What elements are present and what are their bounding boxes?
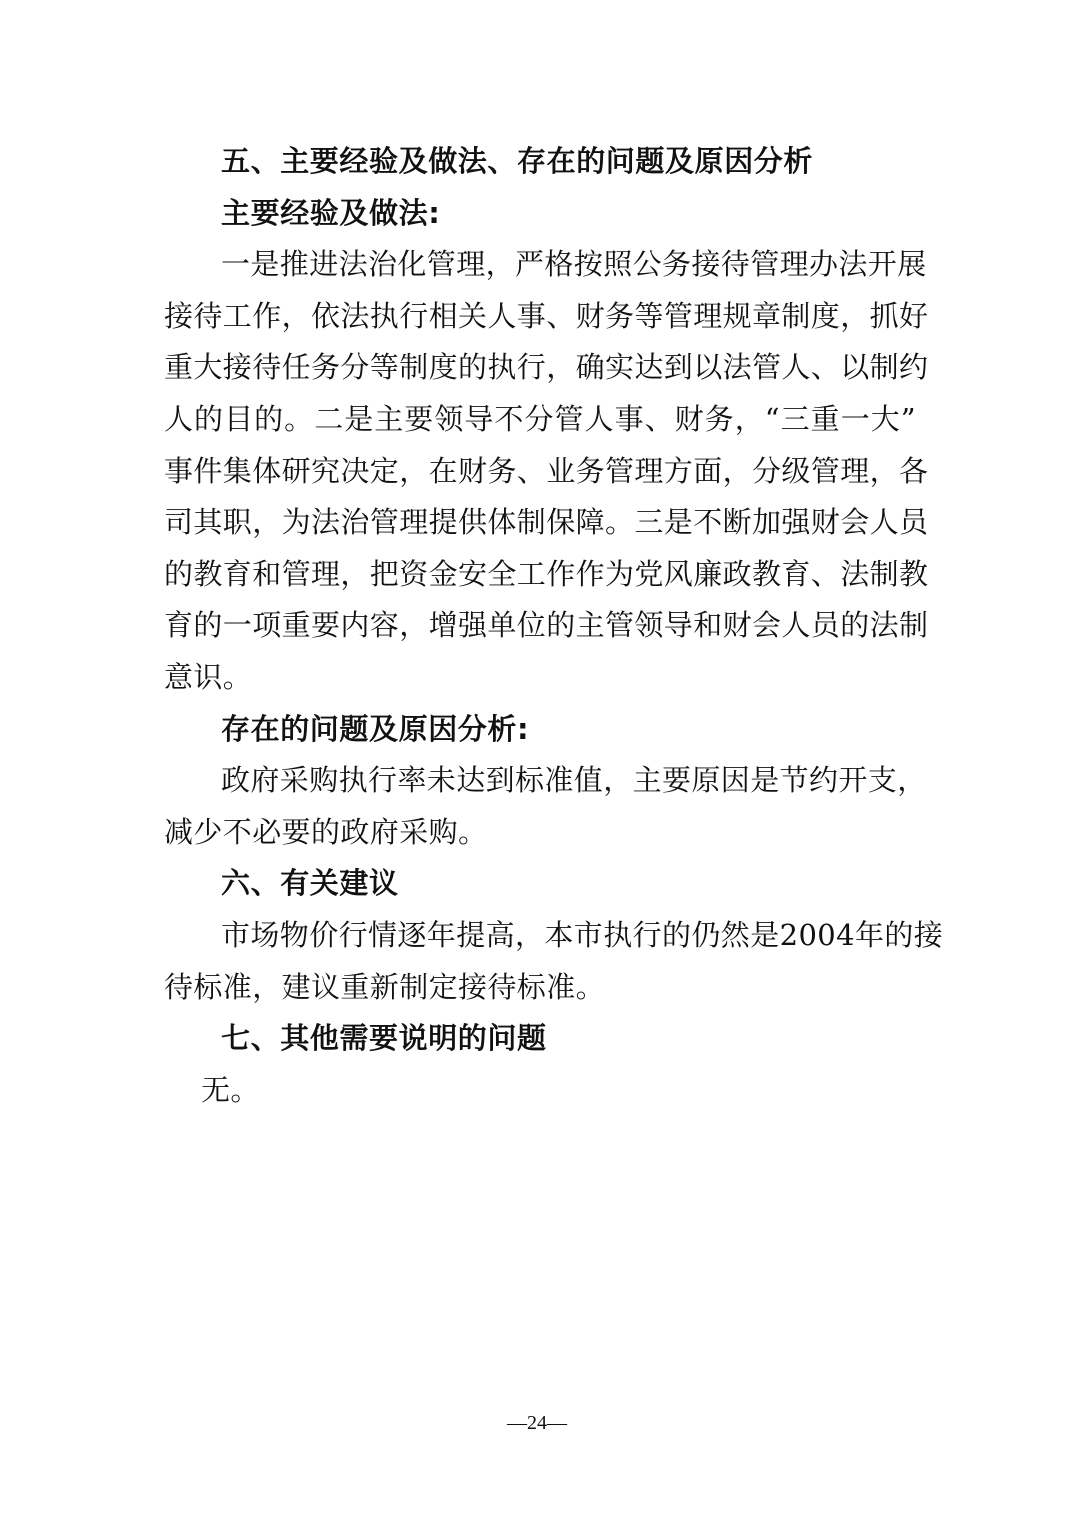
section-5-heading: 五、主要经验及做法、存在的问题及原因分析 xyxy=(221,144,814,178)
paragraph-line: 育的一项重要内容，增强单位的主管领导和财会人员的法制 xyxy=(164,608,929,643)
paragraph-line: 无。 xyxy=(201,1072,260,1107)
paragraph-line: 市场物价行情逐年提高，本市执行的仍然是2004年的接 xyxy=(221,917,944,952)
paragraph-line: 司其职，为法治管理提供体制保障。三是不断加强财会人员 xyxy=(164,505,929,540)
paragraph-line: 重大接待任务分等制度的执行，确实达到以法管人、以制约 xyxy=(164,350,929,385)
paragraph-line: 减少不必要的政府采购。 xyxy=(164,814,488,849)
paragraph-line: 接待工作，依法执行相关人事、财务等管理规章制度，抓好 xyxy=(164,298,929,333)
document-body xyxy=(164,136,944,1116)
problems-heading: 存在的问题及原因分析: xyxy=(221,711,530,746)
paragraph-line: 意识。 xyxy=(164,659,253,694)
paragraph-line: 事件集体研究决定，在财务、业务管理方面，分级管理，各 xyxy=(164,453,929,488)
page-number: —24— xyxy=(507,1412,567,1434)
experience-heading: 主要经验及做法: xyxy=(221,195,441,230)
section-7-heading: 七、其他需要说明的问题 xyxy=(221,1021,547,1056)
paragraph-line: 人的目的。二是主要领导不分管人事、财务，“三重一大” xyxy=(164,401,916,436)
paragraph-line: 待标准，建议重新制定接待标准。 xyxy=(164,969,606,1004)
paragraph-line: 政府采购执行率未达到标准值，主要原因是节约开支， xyxy=(221,763,927,798)
paragraph-line: 的教育和管理，把资金安全工作作为党风廉政教育、法制教 xyxy=(164,556,929,591)
paragraph-line: 一是推进法治化管理，严格按照公务接待管理办法开展 xyxy=(221,247,927,282)
section-6-heading: 六、有关建议 xyxy=(221,866,399,901)
